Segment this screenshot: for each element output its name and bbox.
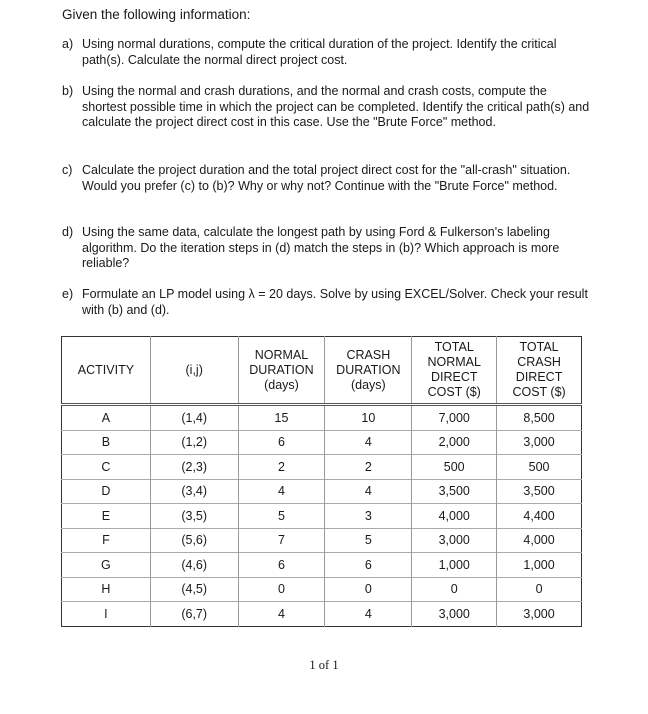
table-row xyxy=(62,553,582,578)
question-label: a) xyxy=(62,37,74,51)
crash-cost-cell: 500 xyxy=(497,455,582,480)
normal-cost-cell: 500 xyxy=(412,455,497,480)
crash-duration-cell: 4 xyxy=(325,430,412,455)
crash-cost-cell: 8,500 xyxy=(497,405,582,431)
header-activity: ACTIVITY xyxy=(77,362,135,377)
question-text: Formulate an LP model using λ = 20 days. Solve by using EXCEL/Solver. Check your result with (b) and (d). xyxy=(82,287,588,317)
normal-duration-cell: 5 xyxy=(238,504,325,529)
crash-duration-cell: 2 xyxy=(325,455,412,480)
table-row xyxy=(62,405,582,431)
activity-table xyxy=(61,336,582,627)
normal-duration-cell: 6 xyxy=(238,553,325,578)
normal-cost-cell: 0 xyxy=(412,577,497,602)
normal-cost-cell: 2,000 xyxy=(412,430,497,455)
question-a xyxy=(62,37,592,68)
table-row xyxy=(62,602,582,627)
crash-duration-cell: 0 xyxy=(325,577,412,602)
table-row xyxy=(62,577,582,602)
crash-duration-cell: 4 xyxy=(325,602,412,627)
normal-cost-cell: 3,500 xyxy=(412,479,497,504)
header-crash-duration: CRASH DURATION (days) xyxy=(325,337,412,405)
question-text: Using the same data, calculate the longest path by using Ford & Fulkerson's labeling algorithm. Do the iteration steps in (d) match the steps in (b)? Which approach is more reliable? xyxy=(82,225,560,270)
normal-duration-cell: 7 xyxy=(238,528,325,553)
ij-cell: (2,3) xyxy=(150,455,238,480)
activity-cell: C xyxy=(62,455,151,480)
intro-text: Given the following information: xyxy=(62,7,251,22)
crash-duration-cell: 4 xyxy=(325,479,412,504)
question-label: c) xyxy=(62,163,73,177)
question-d xyxy=(62,225,592,272)
crash-cost-cell: 1,000 xyxy=(497,553,582,578)
activity-cell: B xyxy=(62,430,151,455)
activity-cell: D xyxy=(62,479,151,504)
header-total-crash-cost: TOTAL CRASH DIRECT COST ($) xyxy=(497,337,582,405)
normal-duration-cell: 4 xyxy=(238,479,325,504)
ij-cell: (1,4) xyxy=(150,405,238,431)
ij-cell: (4,5) xyxy=(150,577,238,602)
question-label: b) xyxy=(62,84,74,98)
normal-duration-cell: 0 xyxy=(238,577,325,602)
normal-cost-cell: 3,000 xyxy=(412,528,497,553)
normal-duration-cell: 2 xyxy=(238,455,325,480)
question-b xyxy=(62,84,592,131)
activity-cell: E xyxy=(62,504,151,529)
table-header-row xyxy=(62,337,582,405)
crash-cost-cell: 3,000 xyxy=(497,430,582,455)
question-text: Calculate the project duration and the total project direct cost for the "all-crash" situation. Would you prefer (c) to (b)? Why or why not? Continue with the "Brute Force" method. xyxy=(82,163,571,193)
crash-cost-cell: 0 xyxy=(497,577,582,602)
normal-cost-cell: 7,000 xyxy=(412,405,497,431)
table-row xyxy=(62,504,582,529)
table-row xyxy=(62,479,582,504)
question-e xyxy=(62,287,592,318)
crash-duration-cell: 3 xyxy=(325,504,412,529)
table-row xyxy=(62,430,582,455)
header-total-normal-cost: TOTAL NORMAL DIRECT COST ($) xyxy=(412,337,497,405)
activity-cell: G xyxy=(62,553,151,578)
question-c xyxy=(62,163,592,194)
question-label: d) xyxy=(62,225,74,239)
crash-cost-cell: 4,400 xyxy=(497,504,582,529)
crash-duration-cell: 6 xyxy=(325,553,412,578)
ij-cell: (5,6) xyxy=(150,528,238,553)
activity-cell: F xyxy=(62,528,151,553)
normal-cost-cell: 1,000 xyxy=(412,553,497,578)
ij-cell: (3,5) xyxy=(150,504,238,529)
table-row xyxy=(62,455,582,480)
crash-cost-cell: 4,000 xyxy=(497,528,582,553)
page-number: 1 of 1 xyxy=(309,658,339,672)
ij-cell: (1,2) xyxy=(150,430,238,455)
question-text: Using the normal and crash durations, and the normal and crash costs, compute the shortest possible time in which the project can be completed. Identify the critical path(s) and calculate the project direct cost in this case. Use the "Brute Force" method. xyxy=(82,84,590,129)
activity-cell: A xyxy=(62,405,151,431)
question-label: e) xyxy=(62,287,74,301)
crash-cost-cell: 3,000 xyxy=(497,602,582,627)
header-normal-duration: NORMAL DURATION (days) xyxy=(238,337,325,405)
normal-duration-cell: 4 xyxy=(238,602,325,627)
activity-cell: I xyxy=(62,602,151,627)
activity-cell: H xyxy=(62,577,151,602)
normal-cost-cell: 4,000 xyxy=(412,504,497,529)
header-ij: (i,j) xyxy=(150,337,238,405)
ij-cell: (3,4) xyxy=(150,479,238,504)
ij-cell: (6,7) xyxy=(150,602,238,627)
normal-duration-cell: 15 xyxy=(238,405,325,431)
ij-cell: (4,6) xyxy=(150,553,238,578)
crash-cost-cell: 3,500 xyxy=(497,479,582,504)
table-row xyxy=(62,528,582,553)
question-text: Using normal durations, compute the critical duration of the project. Identify the critical path(s). Calculate the normal direct project cost. xyxy=(82,37,557,67)
crash-duration-cell: 5 xyxy=(325,528,412,553)
normal-duration-cell: 6 xyxy=(238,430,325,455)
crash-duration-cell: 10 xyxy=(325,405,412,431)
normal-cost-cell: 3,000 xyxy=(412,602,497,627)
